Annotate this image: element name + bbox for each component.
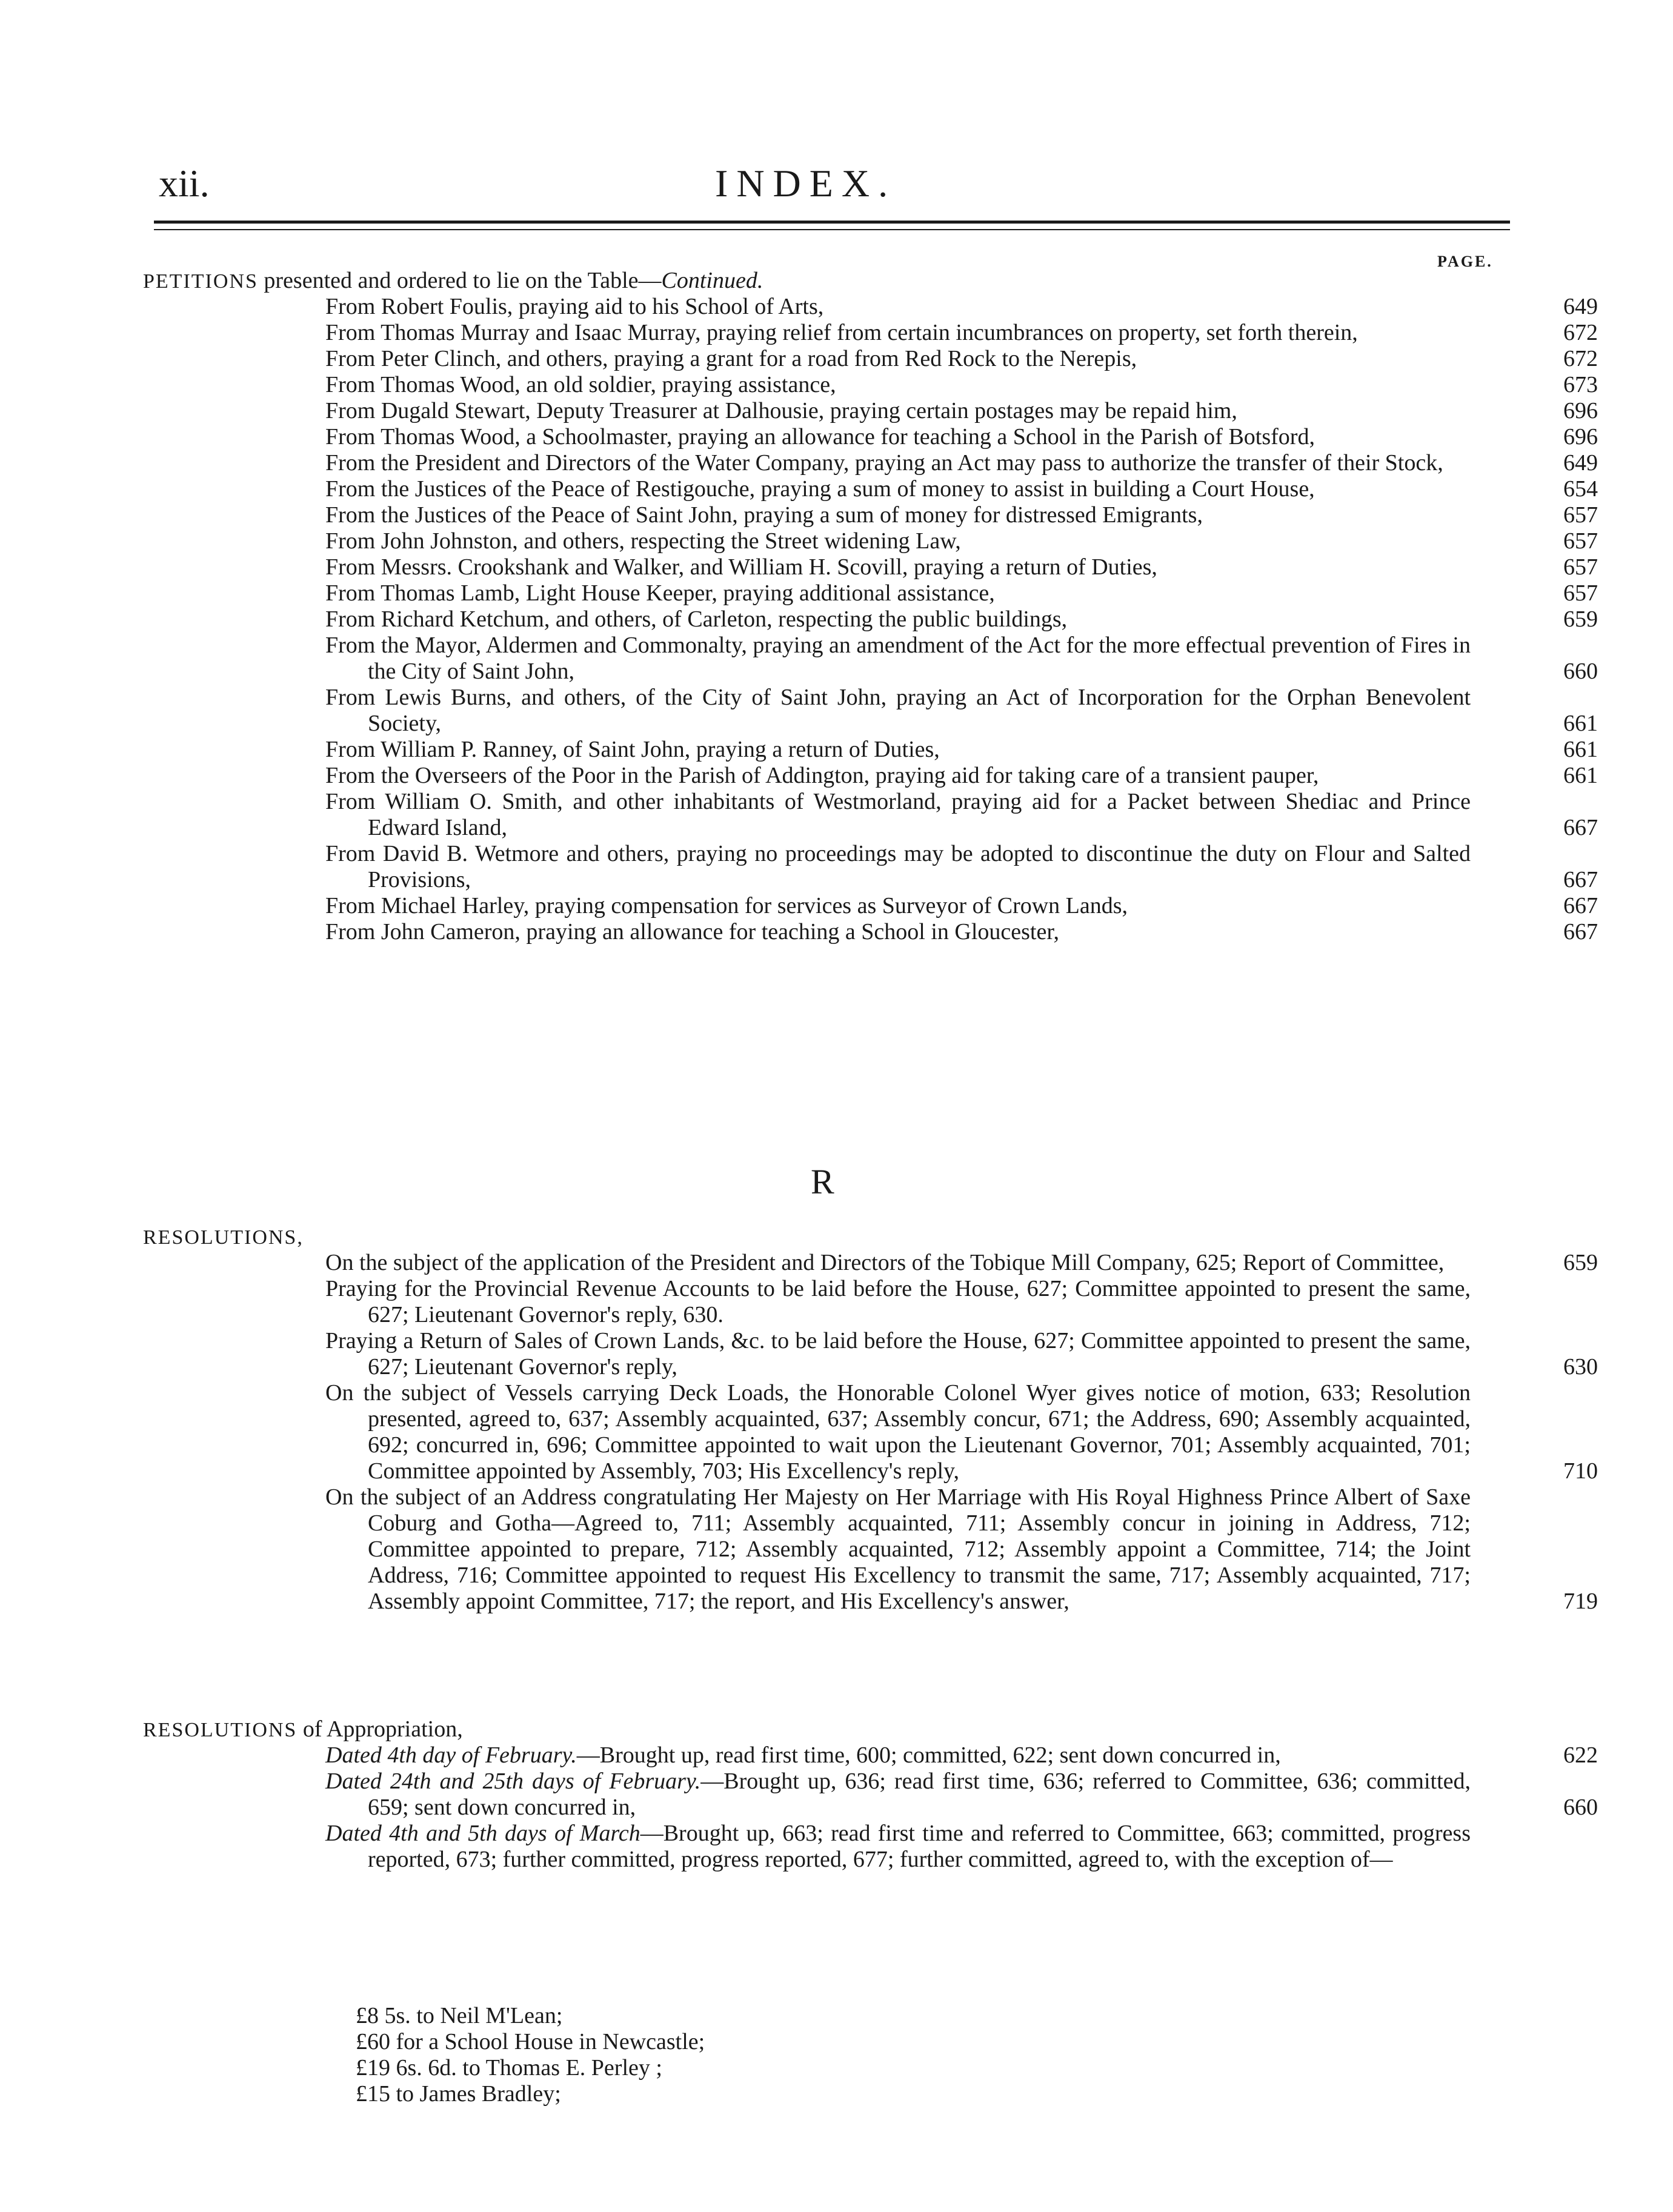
entry-page-number: 660 [1563,1795,1598,1820]
entry-text: From Lewis Burns, and others, of the City of Saint John, praying an Act of Incorporation for the Orphan Benevolent Society, [325,685,1471,736]
entry-page-number: 630 [1563,1354,1598,1380]
entry-text: From Messrs. Crookshank and Walker, and William H. Scovill, praying a return of Duties, [325,554,1157,580]
entry-page-number: 654 [1563,476,1598,502]
entry-text: From David B. Wetmore and others, praying no proceedings may be adopted to discontinue the duty on Flour and Salted Provisions, [325,841,1471,892]
entry-description: —Brought up, 663; read first time and referred to Committee, 663; committed, progress reported, 673; further committed, progress reported, 677; further committed, agreed to, with the exception of— [368,1821,1471,1872]
entry-page-number: 710 [1563,1458,1598,1484]
section-letter: R [811,1162,834,1201]
index-entry [325,346,1610,372]
entry-page-number: 696 [1563,424,1598,450]
entry-text: From William O. Smith, and other inhabitants of Westmorland, praying aid for a Packet between Shediac and Prince Edward Island, [325,789,1471,840]
entry-date: Dated 4th and 5th days of March [325,1821,640,1846]
entry-text: From the President and Directors of the Water Company, praying an Act may pass to authorize the transfer of their Stock, [325,450,1443,476]
entry-description: —Brought up, 636; read first time, 636; referred to Committee, 636; committed, 659; sent down concurred in, [368,1769,1471,1820]
index-entry [325,502,1610,528]
index-entry [325,372,1610,398]
entry-page-number: 657 [1563,580,1598,606]
entry-page-number: 667 [1563,919,1598,945]
entry-page-number: 719 [1563,1589,1598,1614]
index-entry [325,841,1610,893]
index-entry [325,320,1610,346]
entry-text: From Thomas Murray and Isaac Murray, praying relief from certain incumbrances on property, set forth therein, [325,320,1358,345]
index-entry [325,633,1610,685]
index-entry [325,1821,1610,1873]
entry-text: From John Cameron, praying an allowance for teaching a School in Gloucester, [325,919,1059,945]
index-entry [325,450,1610,476]
entry-text [325,1769,1471,1821]
index-entry [325,789,1610,841]
entry-page-number: 667 [1563,815,1598,840]
index-entry [325,476,1610,502]
petitions-list [325,294,1610,945]
page-title: INDEX. [715,162,897,205]
entry-text: From the Justices of the Peace of Saint John, praying a sum of money for distressed Emigrants, [325,502,1203,528]
index-entry [325,1250,1610,1276]
index-entry [325,606,1610,633]
entry-text [325,1742,1471,1769]
entry-page-number: 622 [1563,1742,1598,1768]
entry-text: From Michael Harley, praying compensation for services as Surveyor of Crown Lands, [325,893,1128,918]
entry-page-number: 672 [1563,346,1598,371]
resolutions-list [325,1250,1610,1615]
index-entry [325,685,1610,737]
appropriation-heading-word: RESOLUTIONS [143,1719,298,1741]
entry-text: Praying for the Provincial Revenue Accounts to be laid before the House, 627; Committee appointed to present the same, 627; Lieutenant Governor's reply, 630. [325,1276,1471,1327]
entry-page-number: 649 [1563,294,1598,319]
entry-page-number: 673 [1563,372,1598,397]
exception-item: £8 5s. to Neil M'Lean; [356,2003,563,2028]
entry-page-number: 696 [1563,398,1598,423]
index-entry [325,580,1610,606]
index-entry [325,1769,1610,1821]
entry-page-number: 660 [1563,659,1598,684]
entry-description: —Brought up, read first time, 600; committed, 622; sent down concurred in, [576,1742,1281,1768]
exception-item: £60 for a School House in Newcastle; [356,2029,705,2054]
entry-text: From John Johnston, and others, respecting the Street widening Law, [325,528,961,554]
index-entry [325,763,1610,789]
entry-date: Dated 24th and 25th days of February. [325,1769,701,1794]
entry-page-number: 672 [1563,320,1598,345]
index-entry [325,294,1610,320]
entry-page-number: 657 [1563,528,1598,554]
entry-text: From Thomas Lamb, Light House Keeper, praying additional assistance, [325,580,995,606]
entry-text [325,1821,1471,1873]
entry-page-number: 661 [1563,737,1598,762]
index-entry [325,528,1610,554]
petitions-heading [143,268,763,294]
entry-text: From Thomas Wood, a Schoolmaster, praying an allowance for teaching a School in the Parish of Botsford, [325,424,1315,450]
index-entry [325,1276,1610,1328]
index-entry [325,1742,1610,1769]
exception-item: £19 6s. 6d. to Thomas E. Perley ; [356,2055,662,2081]
entry-text: From the Mayor, Aldermen and Commonalty, praying an amendment of the Act for the more effectual prevention of Fires in the City of Saint John, [325,633,1471,684]
petitions-heading-rest: presented and ordered to lie on the Table— [264,268,662,293]
index-entry [325,424,1610,450]
entry-text: From the Overseers of the Poor in the Parish of Addington, praying aid for taking care of a transient pauper, [325,763,1319,788]
exception-item: £15 to James Bradley; [356,2081,561,2107]
entry-text: From the Justices of the Peace of Restigouche, praying a sum of money to assist in building a Court House, [325,476,1315,502]
entry-page-number: 659 [1563,1250,1598,1275]
petitions-heading-continued: Continued. [661,268,763,293]
appropriation-heading-rest: of Appropriation, [302,1716,463,1742]
page-number: xii. [159,162,210,205]
entry-page-number: 661 [1563,711,1598,736]
entry-page-number: 661 [1563,763,1598,788]
appropriation-heading [143,1716,463,1743]
entry-page-number: 657 [1563,554,1598,580]
header-rule-thick [154,221,1510,224]
entry-text: On the subject of Vessels carrying Deck Loads, the Honorable Colonel Wyer gives notice of motion, 633; Resolution presented, agreed to, 637; Assembly acquainted, 637; Assembly concur, 671; the Address, 690; Assembly acquainted, 692; concurred in, 696; Committee appointed to wait upon the Lieutenant Governor, 701; Assembly acquainted, 701; Committee appointed by Assembly, 703; His Excellency's reply, [325,1380,1471,1484]
index-entry [325,919,1610,945]
petitions-heading-word: PETITIONS [143,270,258,293]
header-rule-thin [154,229,1510,230]
entry-text: On the subject of an Address congratulating Her Majesty on Her Marriage with His Royal Highness Prince Albert of Saxe Coburg and Gotha—Agreed to, 711; Assembly acquainted, 711; Assembly concur in joining in Address, 712; Committee appointed to prepare, 712; Assembly acquainted, 712; Assembly appoint a Committee, 714; the Joint Address, 716; Committee appointed to request His Excellency to transmit the same, 717; Assembly acquainted, 717; Assembly appoint Committee, 717; the report, and His Excellency's answer, [325,1484,1471,1614]
entry-page-number: 667 [1563,893,1598,918]
entry-date: Dated 4th day of February. [325,1742,577,1768]
entry-text: From Thomas Wood, an old soldier, praying assistance, [325,372,836,397]
page-column-label: PAGE. [1437,253,1493,270]
entry-text: From Peter Clinch, and others, praying a grant for a road from Red Rock to the Nerepis, [325,346,1137,371]
entry-page-number: 657 [1563,502,1598,528]
index-entry [325,554,1610,580]
index-entry [325,1484,1610,1615]
appropriation-list [325,1742,1610,1873]
index-entry [325,893,1610,919]
resolutions-heading [143,1224,304,1250]
index-entry [325,1380,1610,1484]
entry-text: From Robert Foulis, praying aid to his School of Arts, [325,294,824,319]
entry-page-number: 659 [1563,606,1598,632]
entry-page-number: 667 [1563,867,1598,892]
appropriation-exceptions-list [325,2003,1640,2107]
entry-text: From William P. Ranney, of Saint John, praying a return of Duties, [325,737,940,762]
entry-text: From Dugald Stewart, Deputy Treasurer at Dalhousie, praying certain postages may be repaid him, [325,398,1237,423]
entry-text: On the subject of the application of the President and Directors of the Tobique Mill Company, 625; Report of Committee, [325,1250,1445,1275]
index-entry [325,398,1610,424]
entry-page-number: 649 [1563,450,1598,476]
entry-text: From Richard Ketchum, and others, of Carleton, respecting the public buildings, [325,606,1068,632]
resolutions-heading-word: RESOLUTIONS, [143,1226,304,1249]
index-entry [325,737,1610,763]
index-entry [325,1328,1610,1380]
entry-text: Praying a Return of Sales of Crown Lands, &c. to be laid before the House, 627; Committee appointed to present the same, 627; Lieutenant Governor's reply, [325,1328,1471,1380]
